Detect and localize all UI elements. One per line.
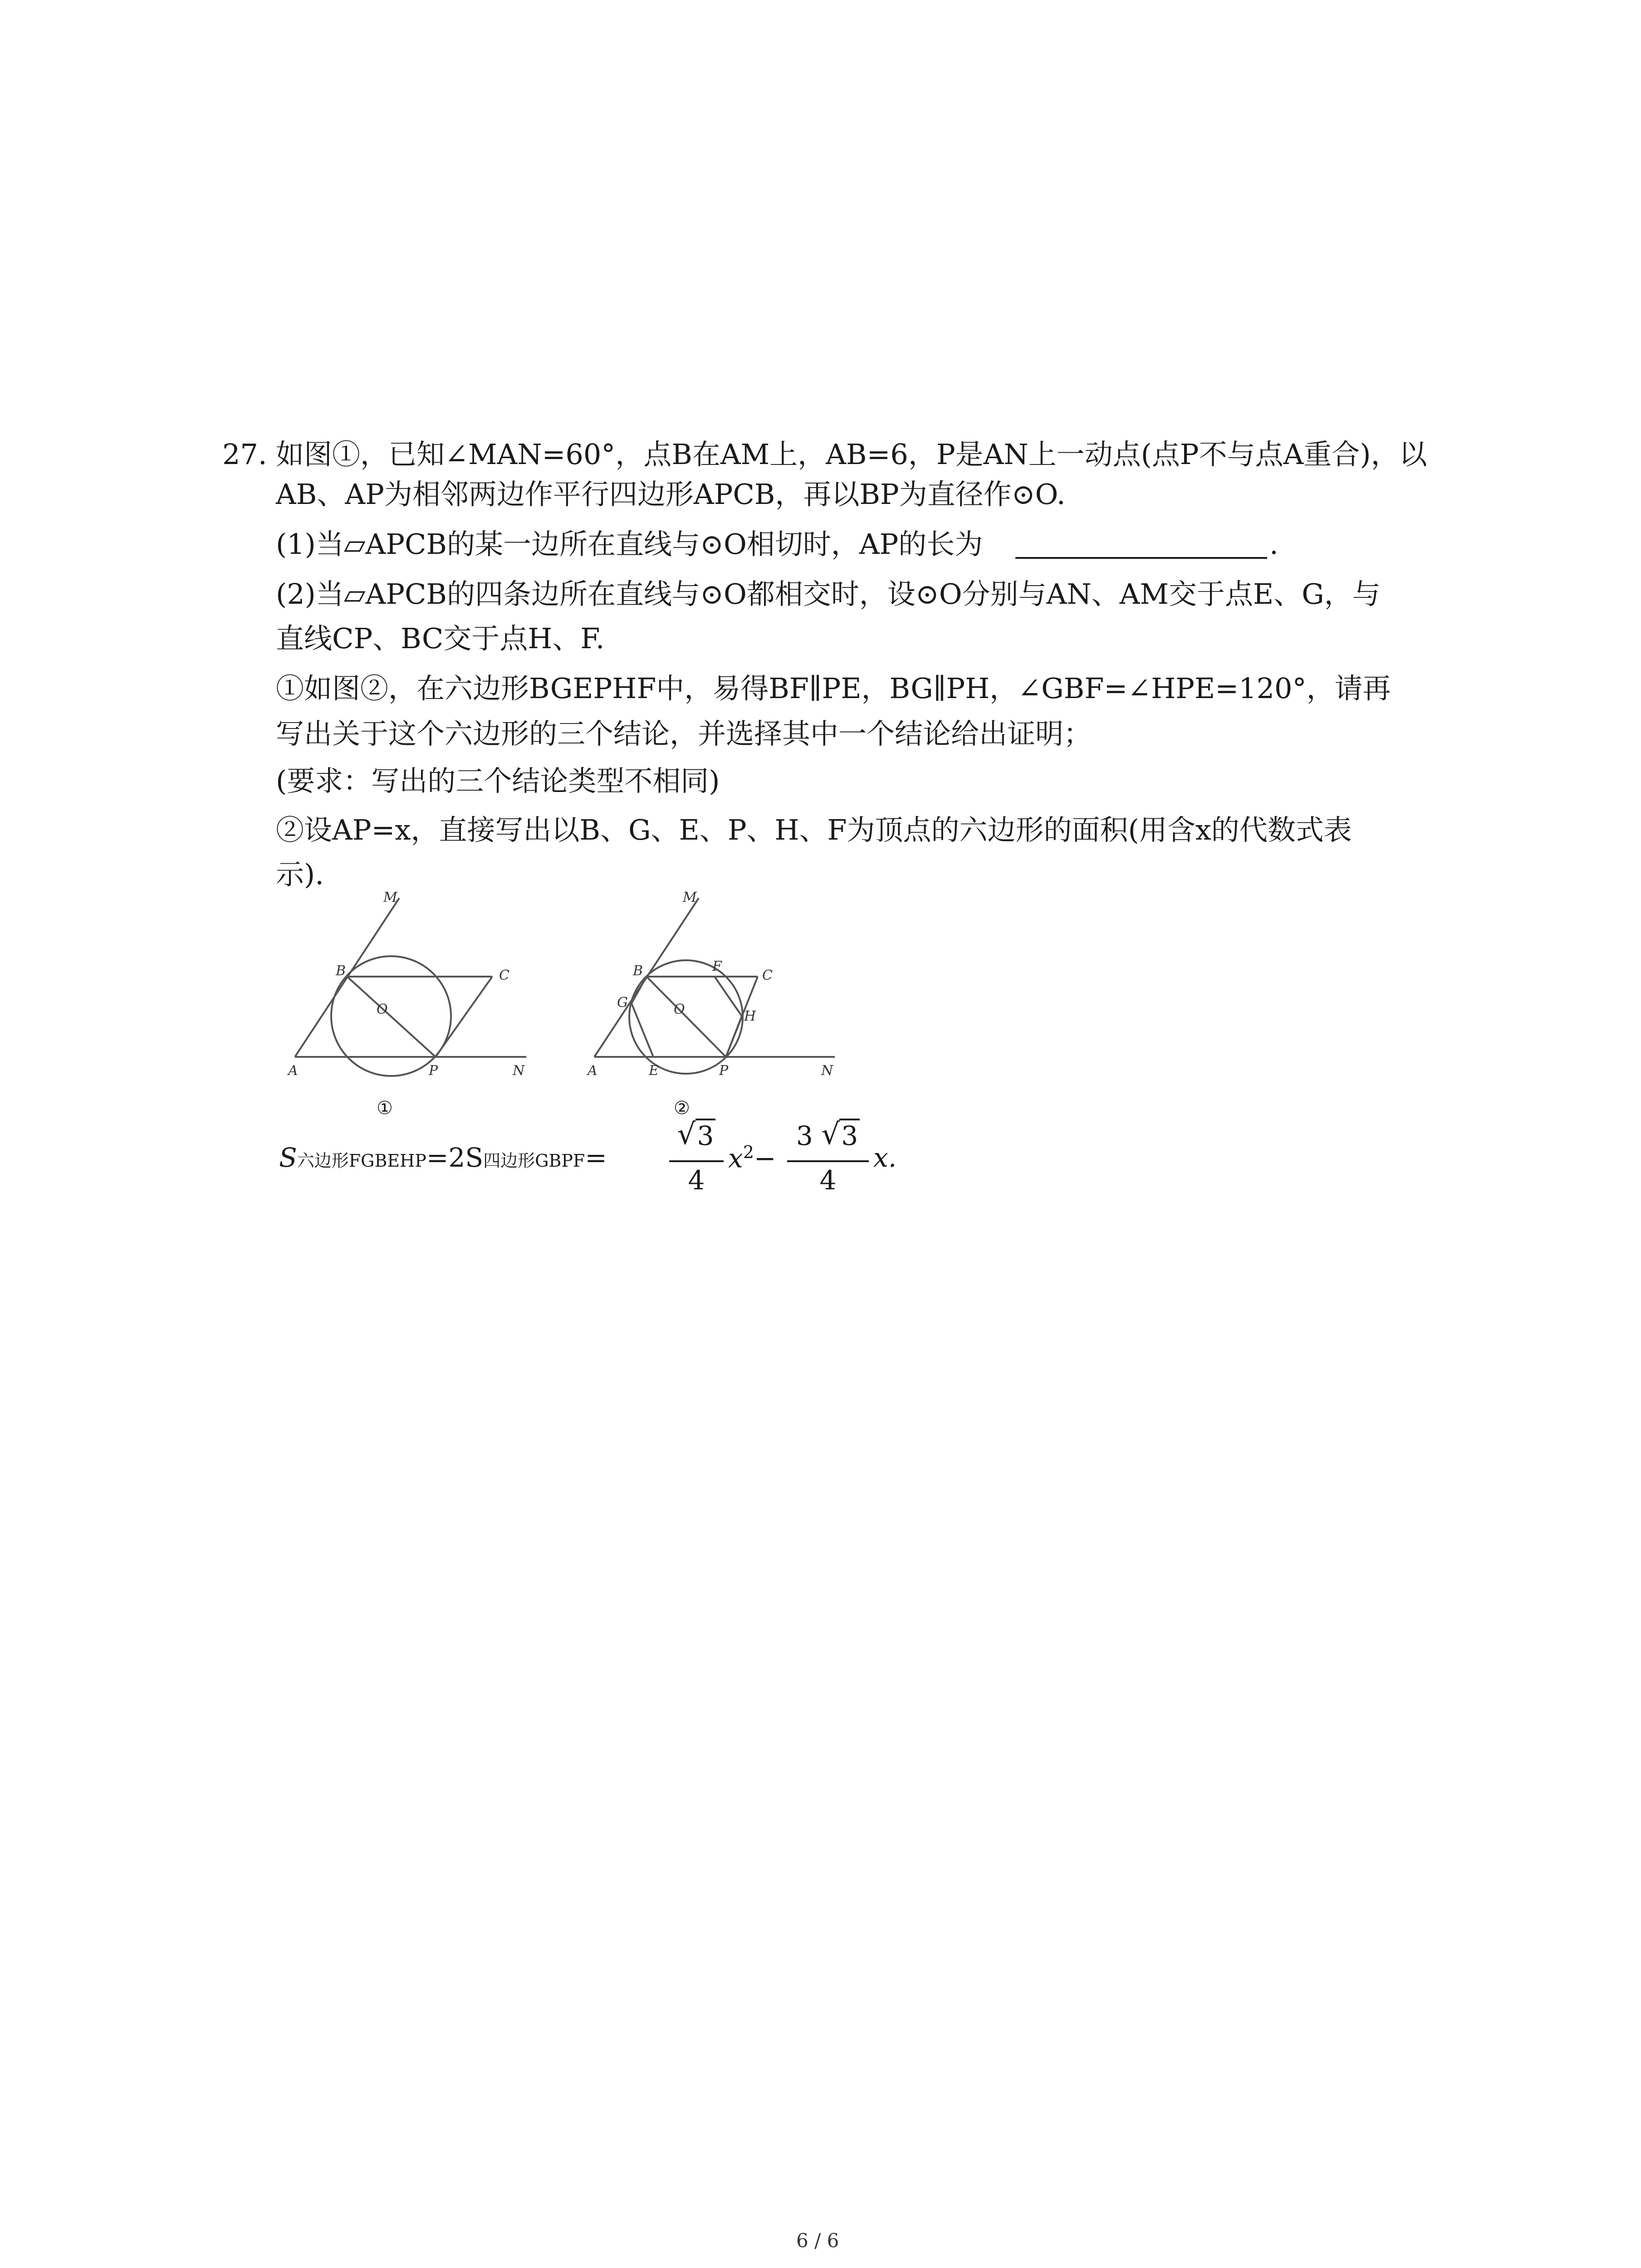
x-squared: $x^2-$	[728, 1142, 776, 1174]
hexagon-subscript: 六边形FGBEHP	[297, 1151, 426, 1171]
diameter-bp	[647, 977, 726, 1057]
label-f: F	[712, 958, 722, 974]
label-p: P	[719, 1063, 729, 1079]
problem-line-10: 示).	[276, 858, 324, 891]
quad-subscript: 四边形GBPF	[483, 1151, 585, 1171]
figure-1	[281, 889, 535, 1125]
figure-2	[581, 889, 844, 1125]
x-end: x.	[873, 1142, 897, 1173]
label-p: P	[429, 1063, 438, 1079]
equals-sign: =	[585, 1142, 607, 1173]
fraction-2: 3 √ 3 4	[787, 1120, 869, 1202]
problem-line-2: AB、AP为相邻两边作平行四边形APCB，再以BP为直径作⊙O.	[276, 478, 1066, 511]
diameter-bp	[347, 977, 436, 1057]
problem-line-1: 如图①，已知∠MAN=60°，点B在AM上，AB=6，P是AN上一动点(点P不与点A重合)，以	[276, 438, 1427, 471]
problem-line-5: 直线CP、BC交于点H、F.	[276, 622, 605, 655]
label-n: N	[821, 1063, 833, 1079]
label-o: O	[674, 1002, 685, 1017]
label-a: A	[588, 1063, 598, 1079]
problem-line-4: (2)当▱APCB的四条边所在直线与⊙O都相交时，设⊙O分别与AN、AM交于点E、G，与	[276, 577, 1381, 611]
label-c: C	[499, 968, 509, 983]
label-m: M	[383, 890, 397, 905]
problem-line-7: 写出关于这个六边形的三个结论，并选择其中一个结论给出证明；	[276, 717, 1092, 750]
fraction-1	[669, 1120, 724, 1202]
blank-period: .	[1269, 528, 1279, 561]
problem-line-6: ①如图②，在六边形BGEPHF中，易得BF∥PE，BG∥PH，∠GBF=∠HPE=120°，请再	[276, 672, 1391, 705]
label-b: B	[633, 963, 643, 979]
fraction-1-denominator: 4	[688, 1165, 705, 1196]
sqrt-3: √ 3	[821, 1120, 860, 1151]
label-g: G	[617, 995, 628, 1011]
label-m: M	[683, 890, 697, 905]
problem-line-9: ②设AP=x，直接写出以B、G、E、P、H、F为顶点的六边形的面积(用含x的代数式表	[276, 813, 1352, 846]
problem-line-3: (1)当▱APCB的某一边所在直线与⊙O相切时，AP的长为	[276, 528, 983, 561]
label-n: N	[513, 1063, 525, 1079]
fraction-2-denominator: 4	[819, 1165, 837, 1196]
equals-2s: =2S	[426, 1142, 484, 1173]
question-number: 27.	[222, 438, 267, 471]
label-c: C	[762, 968, 773, 983]
figure-1-caption: ①	[377, 1098, 393, 1119]
page-number: 6 / 6	[796, 2229, 839, 2252]
formula-lhs	[279, 1142, 607, 1173]
s-symbol: S	[279, 1142, 297, 1173]
figure-2-caption: ②	[674, 1098, 690, 1119]
label-h: H	[744, 1008, 756, 1024]
label-e: E	[649, 1063, 659, 1079]
label-b: B	[336, 963, 346, 979]
answer-blank	[1015, 557, 1267, 559]
area-formula	[279, 1120, 1050, 1202]
problem-line-8: (要求：写出的三个结论类型不相同)	[276, 764, 720, 797]
label-a: A	[288, 1063, 298, 1079]
sqrt-3: √ 3	[677, 1120, 716, 1151]
label-o: O	[377, 1002, 388, 1017]
